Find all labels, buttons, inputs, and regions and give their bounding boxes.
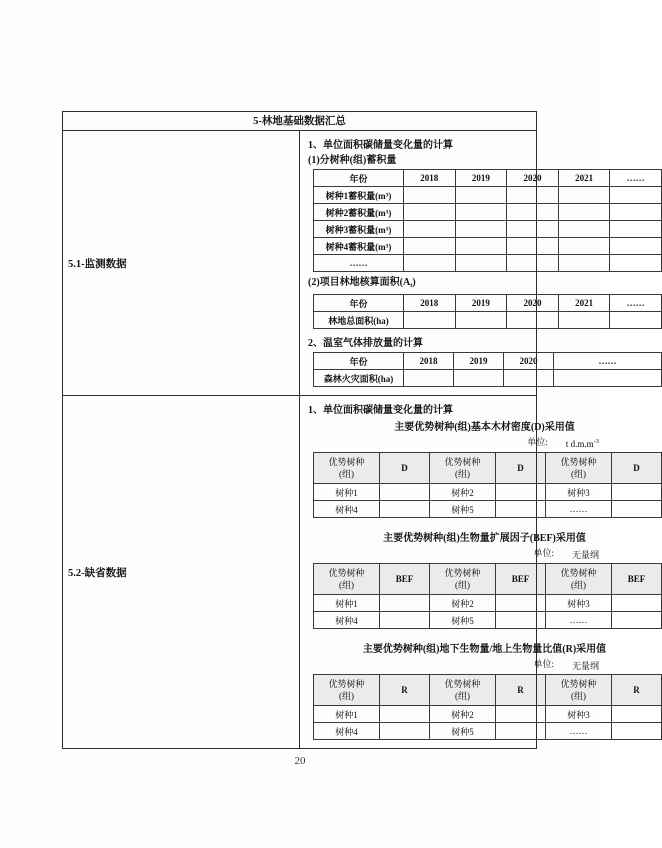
param-header: BEF bbox=[380, 564, 430, 595]
empty-data-cell bbox=[507, 204, 559, 221]
table-title: 5-林地基础数据汇总 bbox=[63, 112, 537, 131]
dominant-species-header: 优势树种 (组) bbox=[546, 675, 612, 706]
dominant-species-header: 优势树种 (组) bbox=[314, 675, 380, 706]
forest-data-summary-table bbox=[62, 111, 646, 749]
year-header: 年份 bbox=[314, 170, 404, 187]
species-cell: 树种5 bbox=[430, 501, 496, 518]
stock-row-label: 树种2蓄积量(m³) bbox=[314, 204, 404, 221]
dominant-species-header: 优势树种 (组) bbox=[430, 564, 496, 595]
root-shoot-ratio-title: 主要优势树种(组)地下生物量/地上生物量比值(R)采用值 bbox=[362, 644, 607, 655]
subheading-stock-volume: (1)分树种(组)蓄积量 bbox=[308, 155, 397, 166]
land-area-row-label: 林地总面积(ha) bbox=[314, 312, 404, 329]
fire-area-row bbox=[314, 370, 662, 387]
species-cell: 树种3 bbox=[546, 706, 612, 723]
empty-data-cell bbox=[404, 204, 456, 221]
empty-data-cell bbox=[507, 187, 559, 204]
species-cell: …… bbox=[546, 612, 612, 629]
species-cell: 树种3 bbox=[546, 595, 612, 612]
land-area-row bbox=[314, 312, 662, 329]
empty-data-cell bbox=[496, 484, 546, 501]
stock-volume-header-row bbox=[314, 170, 662, 187]
empty-data-cell bbox=[380, 595, 430, 612]
stock-row-species2 bbox=[314, 204, 662, 221]
year-2020-header: 2020 bbox=[504, 353, 554, 370]
empty-data-cell bbox=[610, 187, 662, 204]
stock-row-species4 bbox=[314, 238, 662, 255]
species-row bbox=[314, 612, 662, 629]
land-area-table bbox=[313, 294, 662, 329]
species-cell: 树种3 bbox=[546, 484, 612, 501]
empty-data-cell bbox=[404, 238, 456, 255]
empty-data-cell bbox=[558, 255, 610, 272]
stock-row-label: …… bbox=[314, 255, 404, 272]
unit-label: 单位: bbox=[527, 437, 548, 447]
stock-row-label: 树种1蓄积量(m³) bbox=[314, 187, 404, 204]
empty-data-cell bbox=[404, 370, 454, 387]
param-header: D bbox=[380, 453, 430, 484]
year-2018-header: 2018 bbox=[404, 353, 454, 370]
param-header: D bbox=[496, 453, 546, 484]
land-area-header-row bbox=[314, 295, 662, 312]
empty-data-cell bbox=[610, 221, 662, 238]
wood-density-title: 主要优势树种(组)基本木材密度(D)采用值 bbox=[394, 422, 575, 433]
root-shoot-ratio-table bbox=[313, 674, 662, 740]
fire-area-row-label: 森林火灾面积(ha) bbox=[314, 370, 404, 387]
dominant-species-header: 优势树种 (组) bbox=[430, 453, 496, 484]
species-row bbox=[314, 706, 662, 723]
empty-data-cell bbox=[496, 595, 546, 612]
bef-table bbox=[313, 563, 662, 629]
species-cell: …… bbox=[546, 723, 612, 740]
heading-carbon-stock-change: 1、单位面积碳储量变化量的计算 bbox=[308, 140, 453, 151]
species-cell: 树种2 bbox=[430, 484, 496, 501]
year-2021-header: 2021 bbox=[558, 295, 610, 312]
empty-data-cell bbox=[612, 595, 662, 612]
empty-data-cell bbox=[404, 221, 456, 238]
area-symbol-subscript: t bbox=[410, 282, 413, 289]
empty-data-cell bbox=[610, 255, 662, 272]
unit-line bbox=[313, 547, 661, 561]
empty-data-cell bbox=[507, 312, 559, 329]
empty-data-cell bbox=[380, 501, 430, 518]
dominant-species-header: 优势树种 (组) bbox=[314, 453, 380, 484]
stock-row-label: 树种3蓄积量(m³) bbox=[314, 221, 404, 238]
ghg-fire-area-table bbox=[313, 352, 662, 387]
ghg-header-row bbox=[314, 353, 662, 370]
bef-title: 主要优势树种(组)生物量扩展因子(BEF)采用值 bbox=[383, 533, 586, 544]
monitoring-content bbox=[300, 131, 645, 395]
param-header: R bbox=[380, 675, 430, 706]
empty-data-cell bbox=[612, 501, 662, 518]
empty-data-cell bbox=[404, 187, 456, 204]
dominant-species-header: 优势树种 (组) bbox=[314, 564, 380, 595]
dominant-species-header: 优势树种 (组) bbox=[546, 564, 612, 595]
empty-data-cell bbox=[380, 723, 430, 740]
species-cell: 树种1 bbox=[314, 595, 380, 612]
dominant-species-header: 优势树种 (组) bbox=[430, 675, 496, 706]
year-2019-header: 2019 bbox=[455, 170, 507, 187]
empty-data-cell bbox=[454, 370, 504, 387]
empty-data-cell bbox=[507, 238, 559, 255]
empty-data-cell bbox=[504, 370, 554, 387]
unit-label: 单位: bbox=[533, 659, 554, 669]
empty-data-cell bbox=[455, 221, 507, 238]
species-row bbox=[314, 484, 662, 501]
empty-data-cell bbox=[610, 312, 662, 329]
stock-row-ellipsis bbox=[314, 255, 662, 272]
species-cell: 树种5 bbox=[430, 612, 496, 629]
empty-data-cell bbox=[558, 204, 610, 221]
section-label-default: 5.2-缺省数据 bbox=[63, 396, 300, 749]
stock-row-species3 bbox=[314, 221, 662, 238]
species-cell: 树种4 bbox=[314, 501, 380, 518]
heading-carbon-stock-change: 1、单位面积碳储量变化量的计算 bbox=[308, 405, 453, 416]
unit-line bbox=[313, 658, 661, 672]
empty-data-cell bbox=[455, 187, 507, 204]
unit-value: 无量纲 bbox=[571, 550, 599, 560]
param-header: R bbox=[612, 675, 662, 706]
unit-exponent: -3 bbox=[593, 438, 599, 445]
empty-data-cell bbox=[612, 706, 662, 723]
bef-header-row bbox=[314, 564, 662, 595]
empty-data-cell bbox=[612, 484, 662, 501]
species-cell: 树种5 bbox=[430, 723, 496, 740]
empty-data-cell bbox=[404, 255, 456, 272]
year-2018-header: 2018 bbox=[404, 295, 456, 312]
empty-data-cell bbox=[612, 723, 662, 740]
year-etc-header: …… bbox=[610, 170, 662, 187]
year-2020-header: 2020 bbox=[507, 170, 559, 187]
stock-row-species1 bbox=[314, 187, 662, 204]
empty-data-cell bbox=[455, 204, 507, 221]
year-header: 年份 bbox=[314, 353, 404, 370]
year-2019-header: 2019 bbox=[454, 353, 504, 370]
year-2020-header: 2020 bbox=[507, 295, 559, 312]
empty-data-cell bbox=[455, 255, 507, 272]
year-etc-header: …… bbox=[554, 353, 662, 370]
param-header: BEF bbox=[612, 564, 662, 595]
param-header: D bbox=[612, 453, 662, 484]
ratio-header-row bbox=[314, 675, 662, 706]
empty-data-cell bbox=[455, 238, 507, 255]
empty-data-cell bbox=[380, 706, 430, 723]
empty-data-cell bbox=[380, 612, 430, 629]
species-cell: 树种4 bbox=[314, 612, 380, 629]
empty-data-cell bbox=[558, 238, 610, 255]
empty-data-cell bbox=[455, 312, 507, 329]
species-cell: 树种1 bbox=[314, 706, 380, 723]
empty-data-cell bbox=[507, 221, 559, 238]
species-cell: 树种2 bbox=[430, 706, 496, 723]
empty-data-cell bbox=[554, 370, 662, 387]
param-header: R bbox=[496, 675, 546, 706]
unit-line bbox=[313, 436, 661, 450]
empty-data-cell bbox=[612, 612, 662, 629]
year-2021-header: 2021 bbox=[558, 170, 610, 187]
species-cell: 树种4 bbox=[314, 723, 380, 740]
param-header: BEF bbox=[496, 564, 546, 595]
unit-label: 单位: bbox=[533, 548, 554, 558]
heading-ghg-emissions: 2、温室气体排放量的计算 bbox=[308, 338, 423, 349]
species-row bbox=[314, 501, 662, 518]
page-number: 20 bbox=[294, 755, 306, 767]
section-label-monitoring: 5.1-监测数据 bbox=[63, 131, 300, 396]
species-row bbox=[314, 595, 662, 612]
empty-data-cell bbox=[558, 312, 610, 329]
stock-volume-table bbox=[313, 169, 662, 272]
stock-row-label: 树种4蓄积量(m³) bbox=[314, 238, 404, 255]
empty-data-cell bbox=[380, 484, 430, 501]
year-header: 年份 bbox=[314, 295, 404, 312]
empty-data-cell bbox=[496, 706, 546, 723]
unit-value: 无量纲 bbox=[571, 661, 599, 671]
species-cell: …… bbox=[546, 501, 612, 518]
wood-density-header-row bbox=[314, 453, 662, 484]
empty-data-cell bbox=[496, 723, 546, 740]
year-etc-header: …… bbox=[610, 295, 662, 312]
subheading-accounting-area: (2)项目林地核算面积$(A_t)$ bbox=[308, 277, 416, 289]
species-cell: 树种2 bbox=[430, 595, 496, 612]
year-2018-header: 2018 bbox=[404, 170, 456, 187]
empty-data-cell bbox=[404, 312, 456, 329]
wood-density-table bbox=[313, 452, 662, 518]
species-cell: 树种1 bbox=[314, 484, 380, 501]
empty-data-cell bbox=[496, 501, 546, 518]
dominant-species-header: 优势树种 (组) bbox=[546, 453, 612, 484]
default-content bbox=[300, 396, 646, 748]
year-2019-header: 2019 bbox=[455, 295, 507, 312]
empty-data-cell bbox=[558, 221, 610, 238]
empty-data-cell bbox=[558, 187, 610, 204]
unit-value: t $d.m.m^{-3}$ bbox=[565, 438, 599, 449]
species-row bbox=[314, 723, 662, 740]
empty-data-cell bbox=[496, 612, 546, 629]
empty-data-cell bbox=[610, 238, 662, 255]
empty-data-cell bbox=[610, 204, 662, 221]
empty-data-cell bbox=[507, 255, 559, 272]
